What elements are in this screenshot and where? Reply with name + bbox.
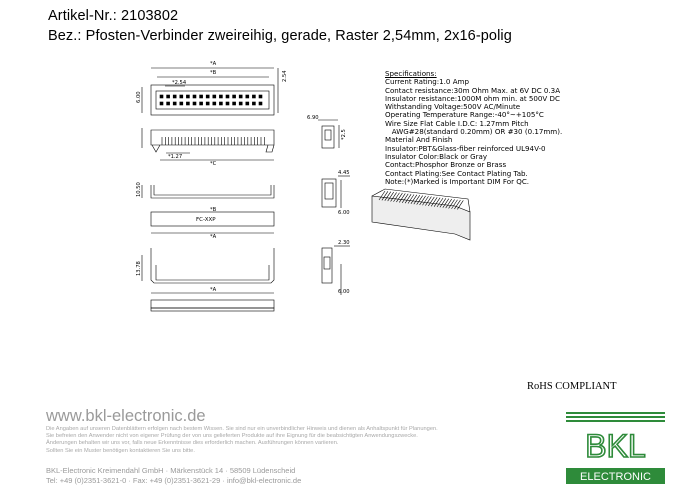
dim-twothree: 2.30 [338, 240, 350, 246]
dim-c: *C [210, 161, 217, 167]
pin-contact [160, 95, 163, 98]
pin-contact [219, 102, 222, 105]
pin-contact [193, 95, 196, 98]
pin-contact [233, 102, 236, 105]
part-label: FC-XXP [196, 217, 216, 223]
dim-thirteen: 13.78 [136, 261, 142, 276]
company-address [46, 466, 301, 486]
pin-contact [167, 95, 170, 98]
pin-contact [239, 95, 242, 98]
dim-b-label: *B [210, 207, 217, 213]
specifications [385, 70, 615, 186]
address-line: BKL-Electronic Kreimendahl GmbH · Märkenstück 14 · 58509 Lüdenscheid [46, 466, 296, 475]
pin-contact [206, 95, 209, 98]
pin-contact [259, 102, 262, 105]
pin-contact [200, 95, 203, 98]
website-link[interactable]: www.bkl-electronic.de [46, 407, 206, 425]
pin-contact [180, 102, 183, 105]
dim-six-b: 6.00 [338, 210, 350, 216]
disclaimer-line: Sie befreien den Anwender nicht von eigener Prüfung der von uns gelieferten Produkte auf ihre Eignung für die beabsichtigten Anwendungszwecke. [46, 433, 418, 440]
pin-contact [180, 95, 183, 98]
spec-line: Insulator:PBT&Glass-fiber reinforced UL94V-0 [385, 143, 546, 153]
logo-stripe [566, 416, 665, 418]
article-number: Artikel-Nr.: 2103802 [48, 8, 179, 24]
spec-line: Insulator resistance:1000M ohm min. at 500V DC [385, 93, 560, 103]
logo-subtitle: ELECTRONIC [580, 471, 651, 483]
dim-tenfifty: 10.50 [136, 182, 142, 197]
bottom-view [142, 248, 274, 311]
bkl-logo [566, 410, 665, 484]
pin-contact [213, 102, 216, 105]
logo-name: BKL [585, 428, 646, 464]
spec-line: AWG#28(standard 0.20mm) OR #30 (0.17mm). [385, 127, 563, 137]
disclaimer-line: Sollten Sie ein Muster benötigen kontaktieren Sie uns bitte. [46, 447, 195, 454]
spec-line: Material And Finish [385, 135, 453, 145]
pin-contact [246, 95, 249, 98]
dim-pitch: *2.54 [172, 80, 187, 86]
end-views [318, 120, 350, 295]
front-view [142, 185, 274, 198]
pin-contact [233, 95, 236, 98]
pin-contact [226, 95, 229, 98]
logo-stripe [566, 420, 665, 422]
dim-a-top: *A [210, 61, 217, 67]
pin-contact [259, 95, 262, 98]
dim-pitch2: 2.54 [282, 70, 288, 82]
pin-contact [173, 102, 176, 105]
disclaimer-line: Die Angaben auf unseren Datenblättern erfolgen nach bestem Wissen. Sie sind nur ein unverbindlicher Hinweis und dienen als Anhaltspunkt für Planungen. [46, 426, 438, 432]
isometric-view [372, 189, 470, 240]
pin-contact [186, 95, 189, 98]
pin-contact [186, 102, 189, 105]
dim-fourfour: 4.45 [338, 170, 350, 176]
rohs-label: RoHS COMPLIANT [527, 381, 617, 392]
side-view [142, 128, 274, 160]
spec-line: Contact:Phosphor Bronze or Brass [385, 160, 507, 170]
dim-pin: *1.27 [168, 154, 183, 160]
pin-contact [219, 95, 222, 98]
dim-sixnine: 6.90 [307, 115, 319, 121]
spec-line: Withstanding Voltage:500V AC/Minute [385, 102, 521, 112]
spec-line: Insulator Color:Black or Gray [385, 151, 488, 161]
dim-a-bottom: *A [210, 287, 217, 293]
pin-contact [193, 102, 196, 105]
pin-contact [252, 102, 255, 105]
dim-twofive: *2.5 [341, 129, 347, 140]
dim-six: 6.00 [136, 91, 142, 103]
dim-six-c: 6.00 [338, 289, 350, 295]
disclaimer-line: Änderungen behalten wir uns vor, falls neue Erkenntnisse dies erforderlich machen. Ausführungen können variieren. [46, 440, 339, 447]
pin-contact [246, 102, 249, 105]
pin-contact [173, 95, 176, 98]
pin-contact [200, 102, 203, 105]
pin-contact [167, 102, 170, 105]
spec-line: Wire Size Flat Cable I.D.C: 1.27mm Pitch [385, 118, 529, 128]
logo-stripe [566, 412, 665, 414]
pin-contact [252, 95, 255, 98]
product-description: Bez.: Pfosten-Verbinder zweireihig, gerade, Raster 2,54mm, 2x16-polig [48, 28, 512, 44]
pin-contact [213, 95, 216, 98]
spec-line: Contact Plating:See Contact Plating Tab. [385, 168, 528, 178]
pin-contact [160, 102, 163, 105]
pin-contact [206, 102, 209, 105]
dim-b-top: *B [210, 70, 217, 76]
spec-line: Operating Temperature Range:-40°~+105°C [385, 110, 544, 120]
dim-a-label: *A [210, 234, 217, 240]
specifications-title: Specifications: [385, 69, 437, 78]
spec-line: Note:(*)Marked is Important DIM For QC. [385, 176, 530, 186]
disclaimer [46, 426, 526, 455]
contact-line: Tel: +49 (0)2351-3621-0 · Fax: +49 (0)2351-3621-29 · info@bkl-electronic.de [46, 476, 302, 485]
pin-contact [239, 102, 242, 105]
pin-contact [226, 102, 229, 105]
spec-line: Contact resistance:30m Ohm Max. at 6V DC 0.3A [385, 85, 561, 95]
spec-line: Current Rating:1.0 Amp [385, 77, 469, 87]
